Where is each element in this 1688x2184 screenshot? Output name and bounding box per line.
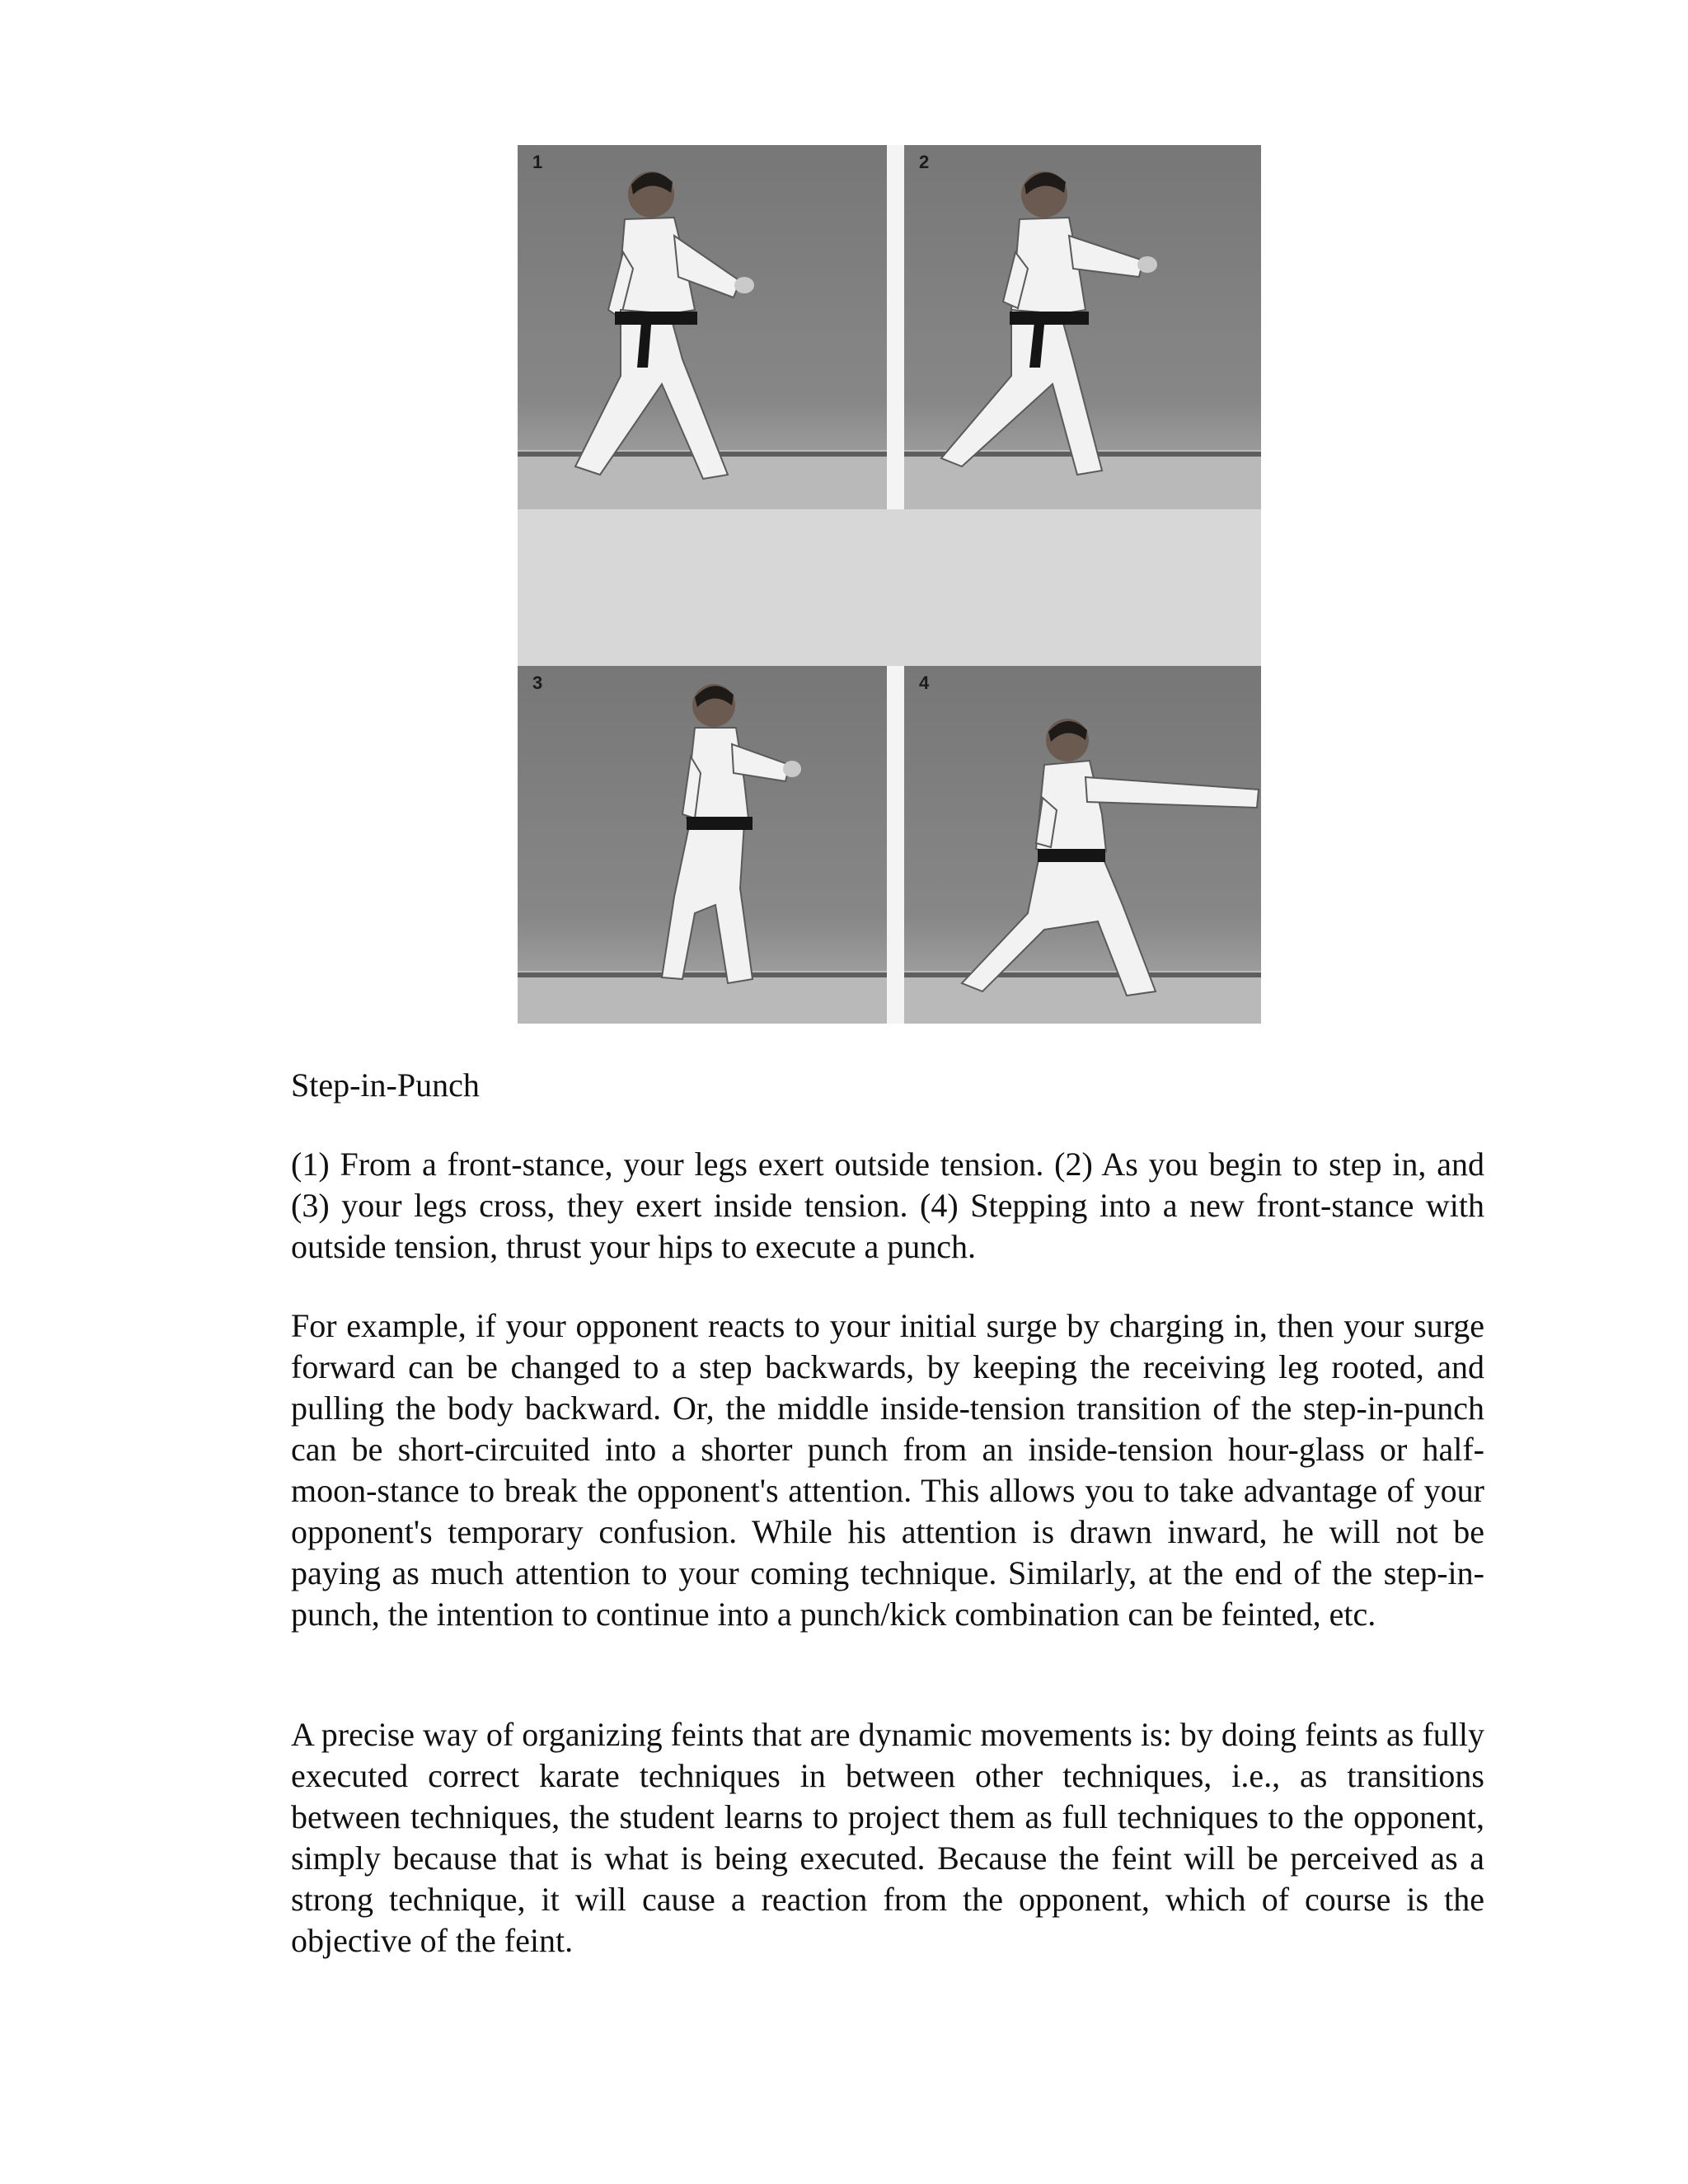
body-paragraph: A precise way of organizing feints that are dynamic movements is: by doing feints as fully executed correct karate techniques in between other techniques, i.e., as transitions between techniques, the student learns to project them as full techniques to the opponent, simply because that is what is being executed. Because the feint will be perceived as a strong technique, it will cause a reaction from the opponent, which of course is the objective of the feint. <box>291 1716 1484 1959</box>
karateka-punch-image <box>904 666 1261 1024</box>
karateka-step-begin-image <box>904 145 1261 509</box>
panel-divider <box>887 145 904 509</box>
panel-number: 1 <box>532 152 543 172</box>
karateka-front-stance-image <box>518 145 887 509</box>
body-paragraph: For example, if your opponent reacts to your initial surge by charging in, then your surge forward can be changed to a step backwards, by keeping the receiving leg rooted, and pulling the body backward. Or, the middle inside-tension transition of the step-in-punch can be short-circuited into a shorter punch from an inside-tension hour-glass or half-moon-stance to break the opponent's attention. This allows you to take advantage of your opponent's temporary confusion. While his attention is drawn inward, he will not be paying as much attention to your coming technique. Similarly, at the end of the step-in-punch, the intention to continue into a punch/kick combination can be feinted, etc. <box>291 1307 1484 1633</box>
panel-number: 3 <box>532 673 543 693</box>
photo-panel-3 <box>518 666 887 1024</box>
panel-divider <box>887 666 904 1024</box>
photo-panel-1 <box>518 145 887 509</box>
figure-caption: Step-in-Punch <box>291 1066 480 1104</box>
karate-photo-sequence <box>518 145 1261 1024</box>
panel-number: 2 <box>919 152 930 172</box>
photo-panel-4 <box>904 666 1261 1024</box>
body-paragraph: (1) From a front-stance, your legs exert outside tension. (2) As you begin to step in, and (3) your legs cross, they exert inside tension. (4) Stepping into a new front-stance with outside tension, thrust your hips to execute a punch. <box>291 1146 1484 1265</box>
karateka-legs-cross-image <box>518 666 887 1024</box>
photo-panel-2 <box>904 145 1261 509</box>
panel-number: 4 <box>919 673 930 693</box>
